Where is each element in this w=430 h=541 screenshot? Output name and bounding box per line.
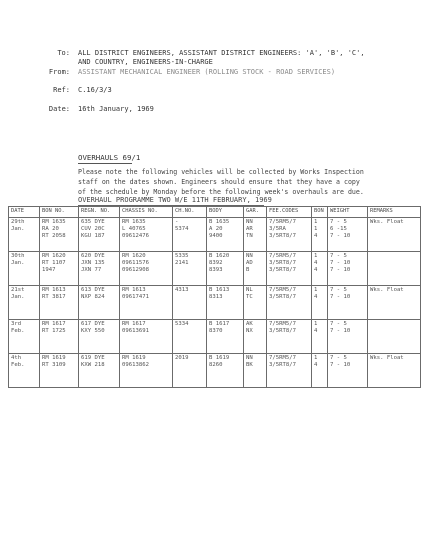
bon-cell (312, 320, 328, 354)
paragraph-line: Please note the following vehicles will be collected by Works Inspection (78, 168, 364, 176)
bon-cell (312, 252, 328, 286)
fee-codes-cell (267, 354, 312, 388)
cell-line: NL (246, 287, 253, 293)
remarks-cell (368, 320, 421, 354)
ref-label: Ref: (53, 86, 70, 94)
cell-line: Wks. Float (370, 355, 404, 361)
cell-line: RA 20 (42, 226, 59, 233)
to-line: ALL DISTRICT ENGINEERS, ASSISTANT DISTRICT ENGINEERS: 'A', 'B', 'C', (78, 49, 365, 57)
cell-line: JXN 135 (81, 260, 105, 267)
cell-line: 7 - 5 (330, 321, 347, 327)
cell-line: Wks. Float (370, 219, 404, 225)
column-header: CHASSIS NO. (120, 207, 173, 218)
cell-line: AK (246, 321, 253, 327)
column-header: BODY (207, 207, 244, 218)
cell-line: 3/5RT8/7 (269, 362, 296, 369)
programme-title: OVERHAUL PROGRAMME TWO W/E 11TH FEBRUARY, 1969 (78, 196, 272, 204)
cell-line: 4 (314, 294, 318, 301)
cell-line: 7 - 10 (330, 233, 351, 240)
cell-line: 7/5RM5/7 (269, 219, 296, 225)
registration-cell (79, 218, 120, 252)
registration-cell (79, 320, 120, 354)
cell-line: RM 1619 (122, 355, 146, 361)
cell-line: Jan. (11, 260, 25, 267)
column-header: REGN. NO. (79, 207, 120, 218)
table-row (9, 354, 421, 388)
cell-line: Wks. Float (370, 287, 404, 293)
weight-cell (328, 320, 368, 354)
cell-line: RT 1107 (42, 260, 66, 267)
registration-cell (79, 354, 120, 388)
column-header: FEE.CODES (267, 207, 312, 218)
chassis-cell (120, 320, 173, 354)
weight-cell (328, 252, 368, 286)
cell-line: 4 (314, 328, 318, 335)
cell-line: RM 1635 (42, 219, 66, 225)
cell-line: Jan. (11, 294, 25, 301)
cell-line: 7 - 5 (330, 253, 347, 259)
overhaul-schedule-table (8, 206, 421, 388)
cell-line: 3/5RT8/7 (269, 233, 296, 240)
cell-line: 2019 (175, 355, 189, 361)
cell-line: AD (246, 260, 253, 267)
cell-line: 09617471 (122, 294, 149, 301)
cell-line: RT 3109 (42, 362, 66, 369)
cell-line: TN (246, 233, 253, 240)
cell-line: RM 1613 (42, 287, 66, 293)
cell-line: 4 (314, 362, 318, 369)
column-header: BON (312, 207, 328, 218)
bon-number-cell (40, 252, 79, 286)
table-row (9, 252, 421, 286)
memo-paragraph (78, 167, 418, 197)
cell-line: RT 2058 (42, 233, 66, 240)
cell-line: 7 - 10 (330, 362, 351, 369)
cell-line: 7/5RM5/7 (269, 287, 296, 293)
cell-line: - (175, 219, 179, 225)
cell-line: 7 - 5 (330, 219, 347, 225)
cell-line: 4 (314, 233, 318, 240)
date-cell (9, 286, 40, 320)
cell-line: 7/5RM5/7 (269, 253, 296, 259)
cell-line: 3/5RT8/7 (269, 267, 296, 274)
cell-line: 09613691 (122, 328, 149, 335)
cell-line: RM 1617 (42, 321, 66, 327)
cell-line: 1 (314, 219, 318, 225)
cell-line: JXN 77 (81, 267, 102, 274)
cell-line: 1 (314, 253, 318, 259)
cell-line: 1947 (42, 267, 56, 274)
date-cell (9, 320, 40, 354)
cell-line: 30th (11, 253, 25, 259)
bon-number-cell (40, 354, 79, 388)
cell-line: RM 1613 (122, 287, 146, 293)
cell-line: 4 (314, 260, 318, 267)
cell-line: 21st (11, 287, 25, 293)
cell-line: 4 (314, 267, 318, 274)
cell-line: 8370 (209, 328, 223, 335)
cell-line: Feb. (11, 328, 25, 335)
date-cell (9, 354, 40, 388)
garage-cell (244, 252, 267, 286)
cell-line: B 1617 (209, 321, 230, 327)
cell-line: 1 (314, 287, 318, 293)
chassis-no-cell (173, 252, 207, 286)
cell-line: 3/5RT8/7 (269, 260, 296, 267)
cell-line: 8313 (209, 294, 223, 301)
cell-line: RT 3817 (42, 294, 66, 301)
cell-line: 29th (11, 219, 25, 225)
cell-line: NN (246, 355, 253, 361)
chassis-cell (120, 218, 173, 252)
cell-line: A 20 (209, 226, 223, 233)
remarks-cell (368, 286, 421, 320)
body-cell (207, 354, 244, 388)
bon-cell (312, 286, 328, 320)
body-cell (207, 252, 244, 286)
cell-line: RM 1617 (122, 321, 146, 327)
cell-line: B 1619 (209, 355, 230, 361)
cell-line: 3rd (11, 321, 22, 327)
cell-line: RM 1620 (42, 253, 66, 259)
bon-cell (312, 218, 328, 252)
column-header: DATE (9, 207, 40, 218)
cell-line: 4th (11, 355, 22, 361)
garage-cell (244, 286, 267, 320)
cell-line: TC (246, 294, 253, 301)
cell-line: 7/5RM5/7 (269, 355, 296, 361)
registration-cell (79, 286, 120, 320)
cell-line: 3/5RA (269, 226, 286, 233)
registration-cell (79, 252, 120, 286)
chassis-cell (120, 354, 173, 388)
cell-line: B 1620 (209, 253, 230, 259)
cell-line: 1 (314, 355, 318, 361)
from-text: ASSISTANT MECHANICAL ENGINEER (ROLLING STOCK - ROAD SERVICES) (78, 68, 336, 76)
date-cell (9, 252, 40, 286)
cell-line: KXW 218 (81, 362, 105, 369)
cell-line: KXY 550 (81, 328, 105, 335)
memo-title: OVERHAULS 69/1 (78, 153, 141, 162)
weight-cell (328, 354, 368, 388)
cell-line: 619 DYE (81, 355, 105, 361)
cell-line: AR (246, 226, 253, 233)
chassis-no-cell (173, 218, 207, 252)
cell-line: 7/5RM5/7 (269, 321, 296, 327)
chassis-no-cell (173, 354, 207, 388)
table-row (9, 286, 421, 320)
column-header: GAR. (244, 207, 267, 218)
cell-line: 3/5RT8/7 (269, 294, 296, 301)
cell-line: 5334 (175, 321, 189, 327)
body-cell (207, 286, 244, 320)
cell-line: B (246, 267, 250, 274)
weight-cell (328, 286, 368, 320)
cell-line: 7 - 5 (330, 287, 347, 293)
cell-line: 8393 (209, 267, 223, 274)
ref-value: C.16/3/3 (78, 86, 112, 94)
cell-line: 7 - 5 (330, 355, 347, 361)
cell-line: RT 1725 (42, 328, 66, 335)
body-cell (207, 320, 244, 354)
table-row (9, 320, 421, 354)
cell-line: 620 DYE (81, 253, 105, 259)
remarks-cell (368, 354, 421, 388)
cell-line: 1 (314, 226, 318, 233)
chassis-no-cell (173, 286, 207, 320)
cell-line: 1 (314, 321, 318, 327)
cell-line: B 1635 (209, 219, 230, 225)
cell-line: 8260 (209, 362, 223, 369)
date-label: Date: (48, 105, 70, 113)
cell-line: 613 DYE (81, 287, 105, 293)
bon-number-cell (40, 218, 79, 252)
cell-line: RM 1619 (42, 355, 66, 361)
cell-line: BK (246, 362, 253, 369)
to-recipients (78, 49, 418, 67)
fee-codes-cell (267, 218, 312, 252)
bon-number-cell (40, 286, 79, 320)
from-label: From: (48, 68, 70, 76)
cell-line: Jan. (11, 226, 25, 233)
bon-cell (312, 354, 328, 388)
cell-line: 617 DYE (81, 321, 105, 327)
body-cell (207, 218, 244, 252)
fee-codes-cell (267, 252, 312, 286)
cell-line: 09612476 (122, 233, 149, 240)
date-value: 16th January, 1969 (78, 105, 154, 113)
cell-line: NN (246, 253, 253, 259)
fee-codes-cell (267, 320, 312, 354)
cell-line: 9400 (209, 233, 223, 240)
cell-line: Feb. (11, 362, 25, 369)
cell-line: 3/5RT8/7 (269, 328, 296, 335)
cell-line: 635 DYE (81, 219, 105, 225)
cell-line: 09611576 (122, 260, 149, 267)
to-line: AND COUNTRY, ENGINEERS-IN-CHARGE (78, 58, 213, 66)
cell-line: 5374 (175, 226, 189, 233)
cell-line: 7 - 10 (330, 328, 351, 335)
cell-line: NN (246, 219, 253, 225)
title-underline (78, 163, 132, 164)
cell-line: 8392 (209, 260, 223, 267)
cell-line: CUV 20C (81, 226, 105, 233)
date-cell (9, 218, 40, 252)
column-header: WEIGHT (328, 207, 368, 218)
paragraph-line: of the schedule by Monday before the following week's overhauls are due. (78, 188, 364, 196)
cell-line: KGU 187 (81, 233, 105, 240)
chassis-cell (120, 286, 173, 320)
cell-line: RM 1620 (122, 253, 146, 259)
table-header-row (9, 207, 421, 218)
fee-codes-cell (267, 286, 312, 320)
table-row (9, 218, 421, 252)
garage-cell (244, 320, 267, 354)
cell-line: 2141 (175, 260, 189, 267)
column-header: BON NO. (40, 207, 79, 218)
cell-line: 4313 (175, 287, 189, 293)
cell-line: 6 -15 (330, 226, 347, 233)
cell-line: B 1613 (209, 287, 230, 293)
cell-line: 09612908 (122, 267, 149, 274)
cell-line: NXP 824 (81, 294, 105, 301)
remarks-cell (368, 218, 421, 252)
weight-cell (328, 218, 368, 252)
paragraph-line: staff on the dates shown. Engineers should ensure that they have a copy (78, 178, 360, 186)
cell-line: RM 1635 (122, 219, 146, 225)
to-label: To: (57, 49, 70, 57)
cell-line: 7 - 10 (330, 294, 351, 301)
remarks-cell (368, 252, 421, 286)
column-header: REMARKS (368, 207, 421, 218)
cell-line: 5335 (175, 253, 189, 259)
cell-line: 09613862 (122, 362, 149, 369)
garage-cell (244, 354, 267, 388)
cell-line: L 40765 (122, 226, 146, 233)
schedule-body (9, 218, 421, 388)
garage-cell (244, 218, 267, 252)
cell-line: NX (246, 328, 253, 335)
cell-line: 7 - 10 (330, 267, 351, 274)
chassis-cell (120, 252, 173, 286)
cell-line: 7 - 10 (330, 260, 351, 267)
chassis-no-cell (173, 320, 207, 354)
column-header: CH.NO. (173, 207, 207, 218)
bon-number-cell (40, 320, 79, 354)
